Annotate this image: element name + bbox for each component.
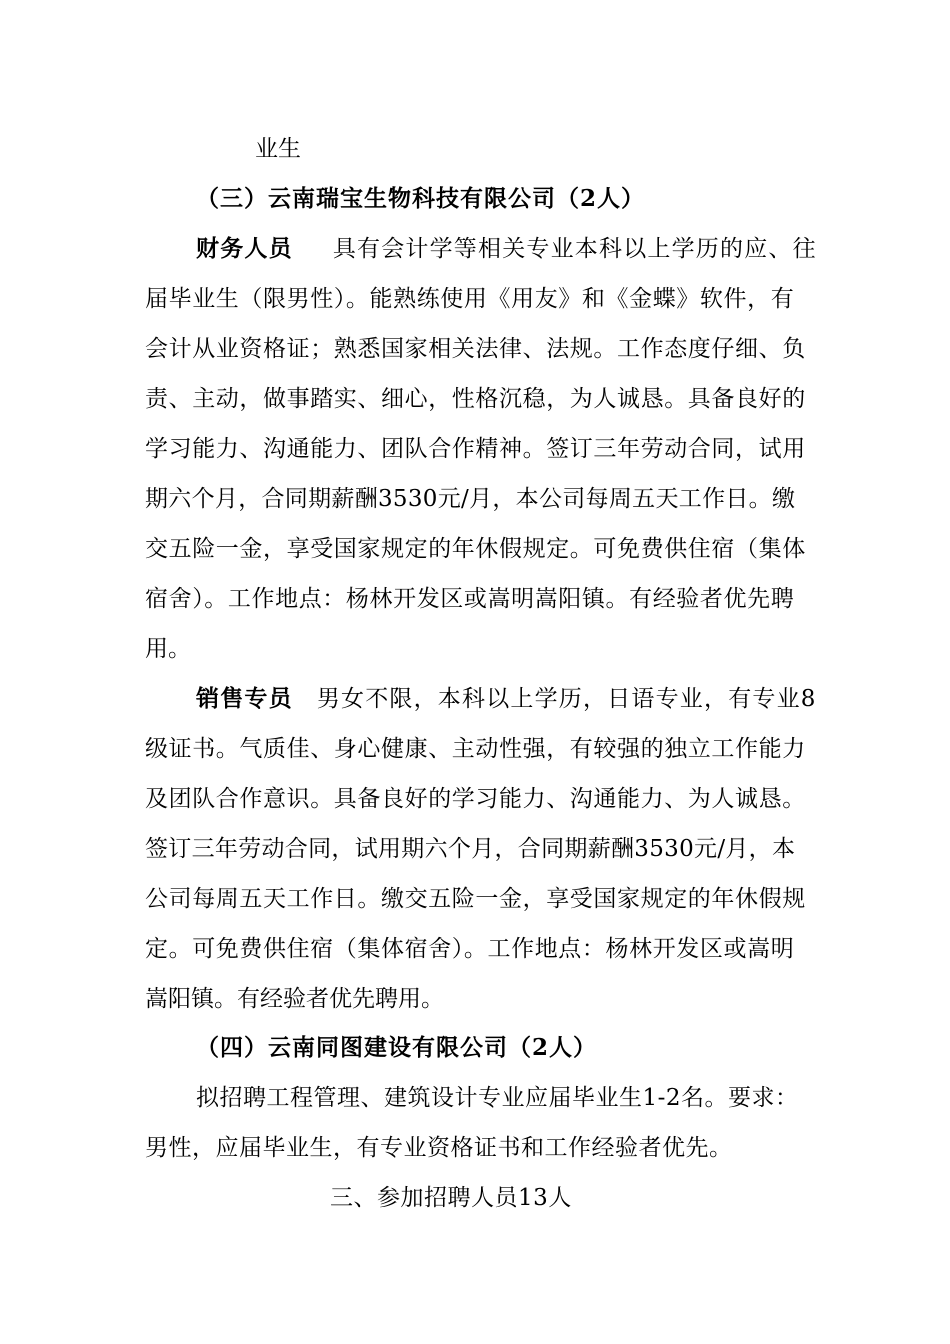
section-3-heading: （三）云南瑞宝生物科技有限公司（2人） [196,185,646,212]
finance-line-8: 宿舍）。工作地点：杨林开发区或嵩明嵩阳镇。有经验者优先聘 [145,586,795,612]
section-4-line-2: 男性，应届毕业生，有专业资格证书和工作经验者优先。 [145,1135,733,1161]
summary-heading: 三、参加招聘人员13人 [330,1185,572,1211]
sales-line-7: 嵩阳镇。有经验者优先聘用。 [145,986,444,1012]
finance-line-9: 用。 [145,636,191,662]
finance-line-7: 交五险一金，享受国家规定的年休假规定。可免费供住宿（集体 [145,536,806,562]
section-4-heading: （四）云南同图建设有限公司（2人） [196,1034,598,1061]
sales-text-1: 男女不限，本科以上学历，日语专业，有专业8 [316,686,817,712]
sales-line-3: 及团队合作意识。具备良好的学习能力、沟通能力、为人诚恳。 [145,786,806,812]
finance-line-2: 届毕业生（限男性）。能熟练使用《用友》和《金蝶》软件，有 [145,286,795,312]
sales-line-1 [196,684,860,714]
finance-title: 财务人员 [196,235,293,262]
section-4-line-1: 拟招聘工程管理、建筑设计专业应届毕业生1-2名。要求： [196,1085,799,1111]
finance-text-1: 具有会计学等相关专业本科以上学历的应、往 [332,236,817,262]
finance-line-4: 责、主动，做事踏实、细心，性格沉稳，为人诚恳。具备良好的 [145,386,806,412]
sales-line-5: 公司每周五天工作日。缴交五险一金，享受国家规定的年休假规 [145,886,806,912]
sales-line-6: 定。可免费供住宿（集体宿舍）。工作地点：杨林开发区或嵩明 [145,936,795,962]
sales-line-4: 签订三年劳动合同，试用期六个月，合同期薪酬3530元/月，本 [145,836,796,862]
carryover-line: 业生 [255,136,301,162]
finance-line-1 [196,234,860,264]
sales-line-2: 级证书。气质佳、身心健康、主动性强，有较强的独立工作能力 [145,736,806,762]
finance-line-3: 会计从业资格证；熟悉国家相关法律、法规。工作态度仔细、负 [145,336,806,362]
sales-title: 销售专员 [196,685,293,712]
finance-line-6: 期六个月，合同期薪酬3530元/月，本公司每周五天工作日。缴 [145,486,796,512]
finance-line-5: 学习能力、沟通能力、团队合作精神。签订三年劳动合同，试用 [145,436,806,462]
